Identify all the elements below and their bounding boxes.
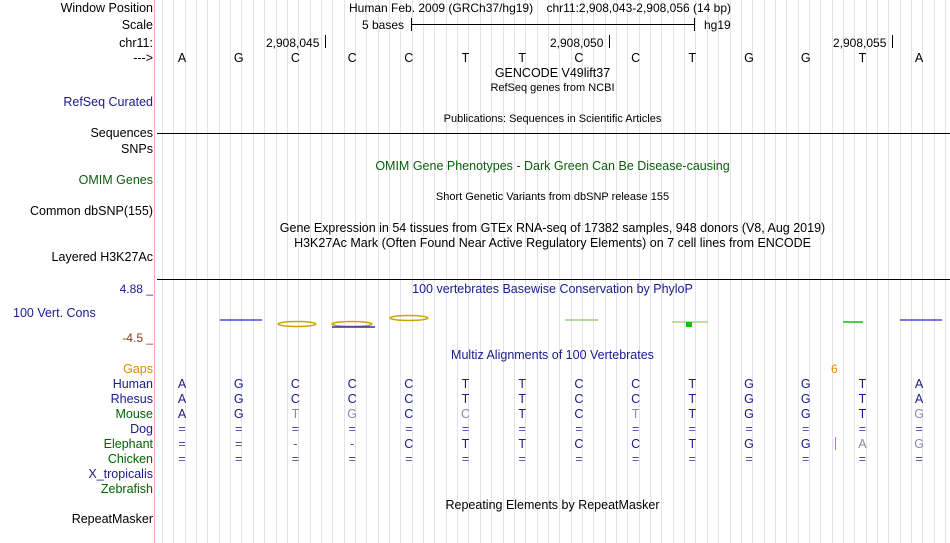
window-position-label[interactable]: Window Position (60, 1, 153, 15)
gaps-value: 6 (831, 362, 838, 376)
alignment-base: C (347, 377, 357, 391)
alignment-base: T (461, 392, 470, 406)
scale-bar-right-tick (694, 18, 695, 31)
cons-peak (686, 322, 692, 327)
species-label[interactable]: Dog (130, 422, 153, 436)
alignment-base: = (518, 452, 526, 466)
phylop-title[interactable]: 100 vertebrates Basewise Conservation by PhyloP (412, 282, 693, 296)
track-separator-1 (157, 133, 950, 134)
alignment-base: = (235, 437, 243, 451)
coord-tick-2: 2,908,050 (550, 36, 604, 50)
alignment-base: = (745, 422, 753, 436)
alignment-base: = (405, 452, 413, 466)
scale-right-text: hg19 (704, 18, 731, 32)
coord-tick-mark-2 (609, 35, 610, 48)
refseq-subtitle[interactable]: RefSeq genes from NCBI (490, 82, 615, 94)
alignment-base: G (233, 392, 244, 406)
alignment-base: T (688, 377, 697, 391)
alignment-base: = (802, 452, 810, 466)
species-label[interactable]: X_tropicalis (88, 467, 153, 481)
alignment-base: G (744, 437, 754, 451)
alignment-base: G (800, 407, 811, 421)
alignment-base: T (461, 377, 470, 391)
sequences-label[interactable]: Sequences (90, 126, 153, 140)
phylop-wiggle[interactable] (155, 300, 950, 340)
alignment-base: = (631, 422, 640, 436)
cons-label[interactable]: 100 Vert. Cons (13, 306, 96, 320)
alignment-base: = (915, 422, 923, 436)
alignment-base: A (914, 392, 924, 406)
alignment-base: = (575, 422, 583, 436)
chrom-label[interactable]: chr11: (119, 36, 153, 50)
alignment-base: C (404, 392, 414, 406)
alignment-base: = (178, 422, 186, 436)
dna-base: C (631, 51, 641, 65)
alignment-base: T (631, 407, 640, 421)
omim-title[interactable]: OMIM Gene Phenotypes - Dark Green Can Be Disease-causing (375, 159, 730, 173)
alignment-base: G (233, 377, 244, 391)
alignment-base: A (177, 407, 187, 421)
alignment-base: A (914, 377, 924, 391)
alignment-base: T (858, 377, 867, 391)
alignment-base: = (291, 452, 300, 466)
species-label[interactable]: Rhesus (110, 392, 153, 406)
track-separator-2 (157, 279, 950, 280)
alignment-base: T (518, 392, 526, 406)
repeat-label[interactable]: RepeatMasker (71, 512, 153, 526)
scale-label[interactable]: Scale (121, 18, 153, 32)
snps-label[interactable]: SNPs (121, 142, 153, 156)
dna-base: C (347, 51, 357, 65)
scale-left-text: 5 bases (362, 18, 405, 32)
species-label[interactable]: Chicken (107, 452, 153, 466)
cons-max-value: 4.88 _ (119, 282, 153, 296)
species-label[interactable]: Elephant (103, 437, 153, 451)
alignment-base: C (574, 392, 584, 406)
gencode-title[interactable]: GENCODE V49lift37 (494, 66, 611, 80)
alignment-base: A (177, 392, 187, 406)
alignment-base: G (744, 377, 754, 391)
alignment-base: = (745, 452, 753, 466)
alignment-base: T (688, 392, 697, 406)
species-label[interactable]: Mouse (115, 407, 153, 421)
alignment-base: - (350, 437, 355, 451)
alignment-base: = (915, 452, 923, 466)
alignment-base: T (518, 407, 526, 421)
alignment-base: = (291, 422, 300, 436)
cons-min-value: -4.5 _ (122, 331, 153, 345)
alignment-base: T (688, 437, 697, 451)
alignment-base: C (631, 437, 641, 451)
repeat-title[interactable]: Repeating Elements by RepeatMasker (445, 498, 660, 512)
dna-base: C (290, 51, 300, 65)
cons-glyph (332, 322, 372, 327)
alignment-base: = (802, 422, 810, 436)
alignment-base: T (518, 437, 526, 451)
alignment-base: = (461, 452, 470, 466)
dna-base: T (688, 51, 697, 65)
gtex-title[interactable]: Gene Expression in 54 tissues from GTEx RNA-seq of 17382 samples, 948 donors (V8, Aug 2019) (279, 221, 826, 235)
h3k27-label[interactable]: Layered H3K27Ac (51, 250, 153, 264)
alignment-base: = (405, 422, 413, 436)
alignment-base: G (744, 392, 754, 406)
dbsnp-title[interactable]: Short Genetic Variants from dbSNP release 155 (435, 191, 670, 203)
gap-marker (835, 437, 836, 450)
dna-base: A (914, 51, 924, 65)
dna-base: G (233, 51, 244, 65)
alignment-base: C (290, 392, 300, 406)
alignment-base: A (177, 377, 187, 391)
alignment-base: G (914, 407, 924, 421)
species-label[interactable]: Human (112, 377, 153, 391)
alignment-base: T (858, 407, 867, 421)
alignment-base: C (574, 407, 584, 421)
alignment-base: T (858, 392, 867, 406)
scale-bar (411, 24, 695, 25)
species-label[interactable]: Zebrafish (100, 482, 153, 496)
dna-base: C (574, 51, 584, 65)
scale-bar-left-tick (411, 18, 412, 31)
alignment-base: C (404, 377, 414, 391)
alignment-base: = (688, 452, 696, 466)
alignment-base: = (178, 437, 186, 451)
alignment-base: = (631, 452, 640, 466)
gaps-label[interactable]: Gaps (123, 362, 153, 376)
publications-title[interactable]: Publications: Sequences in Scientific Articles (443, 113, 662, 125)
dna-base: T (518, 51, 526, 65)
alignment-base: G (914, 437, 924, 451)
alignment-base: G (800, 437, 811, 451)
dna-base: T (461, 51, 470, 65)
dbsnp-label[interactable]: Common dbSNP(155) (30, 204, 153, 218)
alignment-base: G (347, 407, 357, 421)
dna-base: G (800, 51, 811, 65)
omim-label[interactable]: OMIM Genes (78, 173, 153, 187)
alignment-base: C (404, 437, 414, 451)
h3k27-title[interactable]: H3K27Ac Mark (Often Found Near Active Regulatory Elements) on 7 cell lines from ENCODE (294, 236, 811, 250)
coord-tick-1: 2,908,045 (266, 36, 320, 50)
alignment-base: C (574, 437, 584, 451)
strand-label[interactable]: ---> (133, 51, 153, 65)
alignment-base: = (858, 452, 867, 466)
refseq-label[interactable]: RefSeq Curated (63, 95, 153, 109)
alignment-base: = (575, 452, 583, 466)
alignment-base: T (688, 407, 697, 421)
alignment-base: = (461, 422, 470, 436)
cons-glyph (278, 322, 316, 327)
alignment-base: C (631, 377, 641, 391)
alignment-base: T (461, 437, 470, 451)
coord-tick-mark-3 (892, 35, 893, 48)
alignment-base: - (293, 437, 298, 451)
alignment-base: G (233, 407, 244, 421)
alignment-base: = (348, 422, 356, 436)
alignment-base: = (235, 422, 243, 436)
window-position-value: Human Feb. 2009 (GRCh37/hg19) chr11:2,908,043-2,908,056 (14 bp) (349, 1, 732, 15)
coord-tick-mark-1 (325, 35, 326, 48)
alignment-base: = (518, 422, 526, 436)
alignment-base: T (518, 377, 526, 391)
alignment-base: A (858, 437, 867, 451)
alignment-base: = (178, 452, 186, 466)
dna-base: A (177, 51, 187, 65)
multiz-title[interactable]: Multiz Alignments of 100 Vertebrates (451, 348, 654, 362)
alignment-base: = (858, 422, 867, 436)
dna-base: G (744, 51, 754, 65)
alignment-base: T (291, 407, 300, 421)
cons-glyph (390, 316, 428, 321)
alignment-base: G (744, 407, 754, 421)
alignment-base: G (800, 377, 811, 391)
alignment-base: G (800, 392, 811, 406)
coord-tick-3: 2,908,055 (833, 36, 887, 50)
alignment-base: C (631, 392, 641, 406)
alignment-base: C (404, 407, 414, 421)
alignment-base: C (290, 377, 300, 391)
dna-base: T (858, 51, 867, 65)
alignment-base: = (688, 422, 696, 436)
alignment-base: C (574, 377, 584, 391)
alignment-base: = (348, 452, 356, 466)
alignment-base: = (235, 452, 243, 466)
dna-base: C (404, 51, 414, 65)
alignment-base: C (460, 407, 471, 421)
alignment-base: C (347, 392, 357, 406)
